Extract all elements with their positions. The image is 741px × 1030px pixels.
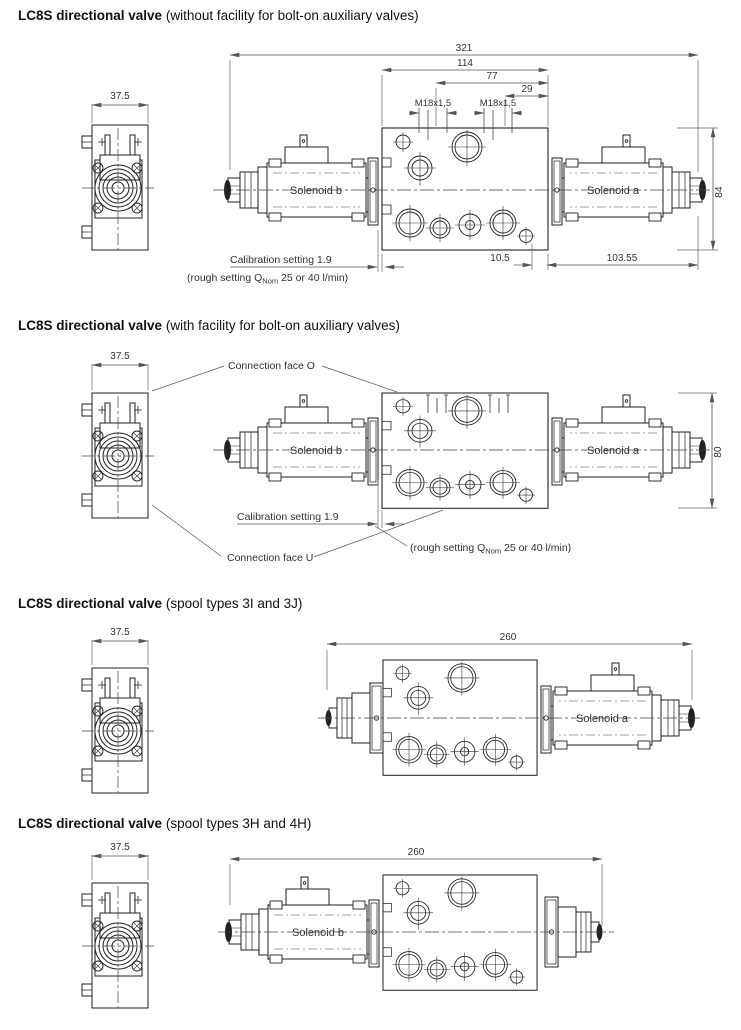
solenoid-b-body xyxy=(225,877,379,967)
dim-321-label: 321 xyxy=(455,43,473,54)
dim-gap-10-5 xyxy=(490,244,548,270)
rough-setting-note: (rough setting $Q_{Nom}$ 25 or 40 l/min) xyxy=(187,272,349,286)
section2-title-bold: LC8S directional valve xyxy=(18,318,163,333)
connection-face-u-label: Connection face U xyxy=(227,552,314,564)
section4-drawing xyxy=(0,838,741,1030)
section3-main-view xyxy=(318,660,702,775)
section2-main-view xyxy=(213,393,712,508)
valve-block xyxy=(383,875,537,990)
connection-face-o-label: Connection face O xyxy=(228,360,315,372)
aux-bolt-on-interface xyxy=(426,395,510,413)
dim-77-label: 77 xyxy=(486,71,498,82)
solenoid-b-label: Solenoid b xyxy=(290,445,342,457)
section4-side-view xyxy=(82,842,154,1008)
dim-114-label: 114 xyxy=(457,58,473,69)
section1-main-view xyxy=(213,128,712,250)
section1-drawing xyxy=(0,40,741,305)
section1-title xyxy=(18,8,419,23)
section4-title xyxy=(18,816,311,831)
thread-port-left xyxy=(409,98,457,140)
valve-block xyxy=(382,128,548,250)
thread-port-right xyxy=(474,98,522,140)
solenoid-b-label: Solenoid b xyxy=(290,185,342,197)
solenoid-a-body xyxy=(541,663,695,753)
side-width-label: 37.5 xyxy=(110,627,130,638)
calibration-note: Calibration setting 1.9 xyxy=(230,254,332,266)
section3-title-normal: (spool types 3I and 3J) xyxy=(165,596,303,611)
solenoid-a-label: Solenoid a xyxy=(587,445,639,457)
solenoid-a-body xyxy=(552,395,706,485)
calibration-note: Calibration setting 1.9 xyxy=(237,511,339,523)
section2-title-normal: (with facility for bolt-on auxiliary valves) xyxy=(165,318,400,333)
dim-10-5-label: 10.5 xyxy=(490,253,510,264)
dim-260-label: 260 xyxy=(407,847,425,858)
section2-title xyxy=(18,318,400,333)
section4-title-normal: (spool types 3H and 4H) xyxy=(165,816,312,831)
thread-left-label: M18x1,5 xyxy=(414,98,452,109)
dim-84-label: 84 xyxy=(714,186,725,198)
dim-29-label: 29 xyxy=(521,84,533,95)
section2-side-width-dimension xyxy=(92,351,148,390)
section1-title-normal: (without facility for bolt-on auxiliary valves) xyxy=(165,8,419,23)
dim-solenoid-103-55 xyxy=(547,216,698,270)
section3-title xyxy=(18,596,302,611)
dim-80-label: 80 xyxy=(713,446,724,458)
section2-side-view xyxy=(82,351,154,518)
section2-drawing xyxy=(0,350,741,585)
solenoid-b-body xyxy=(224,395,378,485)
side-width-label: 37.5 xyxy=(110,842,130,853)
section4-main-view xyxy=(218,875,614,990)
rough-setting-note: (rough setting $Q_{Nom}$ 25 or 40 l/min) xyxy=(410,542,572,556)
solenoid-a-label: Solenoid a xyxy=(576,713,628,725)
section3-title-bold: LC8S directional valve xyxy=(18,596,163,611)
valve-block xyxy=(382,393,548,508)
section3-drawing xyxy=(0,625,741,810)
valve-block xyxy=(383,660,537,775)
side-width-label: 37.5 xyxy=(110,351,130,362)
side-width-label: 37.5 xyxy=(110,91,130,102)
section1-side-width-dimension xyxy=(92,91,148,123)
section4-side-width-dimension xyxy=(92,842,148,880)
dim-103-55-label: 103.55 xyxy=(606,253,638,264)
thread-right-label: M18x1,5 xyxy=(479,98,517,109)
solenoid-b-body xyxy=(224,135,378,225)
solenoid-a-label: Solenoid a xyxy=(587,185,639,197)
dim-260-label: 260 xyxy=(499,632,517,643)
section3-side-width-dimension xyxy=(92,627,148,665)
section1-title-bold: LC8S directional valve xyxy=(18,8,163,23)
solenoid-a-body xyxy=(552,135,706,225)
section3-side-view xyxy=(82,627,154,793)
section4-title-bold: LC8S directional valve xyxy=(18,816,163,831)
solenoid-b-label: Solenoid b xyxy=(292,927,344,939)
section1-side-view xyxy=(82,91,154,250)
section1-notes xyxy=(187,230,404,286)
